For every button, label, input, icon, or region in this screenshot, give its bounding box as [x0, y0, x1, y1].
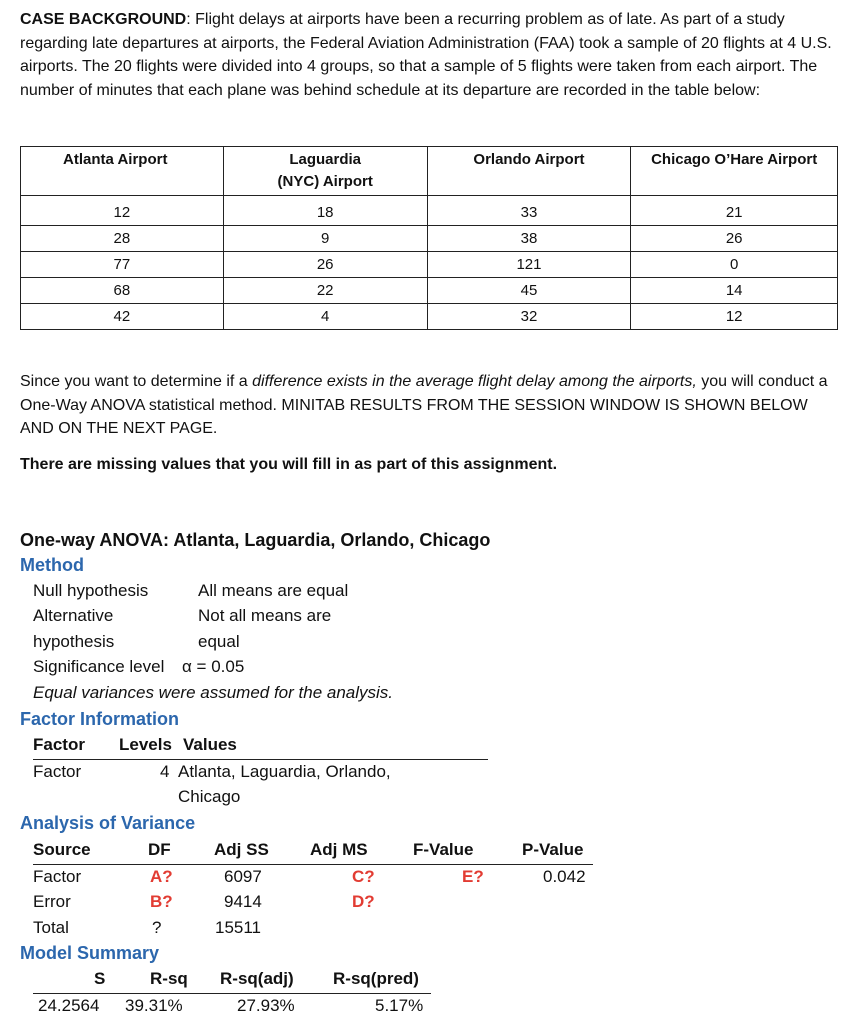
table-row [21, 196, 838, 226]
anova-title: One-way ANOVA: Atlanta, Laguardia, Orlando, Chicago [20, 530, 491, 550]
table-cell: 68 [21, 278, 224, 304]
case-background-text: : Flight delays at airports have been a recurring problem as of late. As part of a study regarding late departures at airports, the Federal Aviation Administration (FAA) took a sample of 20 flights at 4 U.S. airports. The 20 flights were divided into 4 groups, so that a sample of 5 flights were taken from each airport. The number of minutes that each plane was behind schedule at its departure are recorded in the table below: [20, 11, 832, 99]
significance-level-value: α = 0.05 [182, 657, 245, 676]
alternative-hypothesis-label-line1: Alternative [33, 606, 114, 625]
table-row [21, 226, 838, 252]
aov-adjms-header: Adj MS [310, 840, 368, 859]
aov-fvalue-header: F-Value [413, 840, 474, 859]
alternative-hypothesis-value-line2: equal [198, 632, 240, 651]
table-row [21, 252, 838, 278]
table-row [21, 278, 838, 304]
table-cell: 26 [223, 252, 427, 278]
table-cell: 28 [21, 226, 224, 252]
column-header: Chicago O’Hare Airport [631, 147, 838, 196]
model-summary-heading: Model Summary [20, 943, 160, 963]
table-cell: 21 [631, 196, 838, 226]
instruction-text-pre: Since you want to determine if a [20, 373, 253, 390]
aov-error-df-missing: B? [150, 892, 173, 911]
table-cell: 14 [631, 278, 838, 304]
factor-information-heading: Factor Information [20, 709, 180, 729]
table-cell: 33 [427, 196, 631, 226]
aov-factor-ss: 6097 [224, 867, 262, 886]
model-rsq-adj-header: R-sq(adj) [220, 969, 294, 988]
aov-factor-ms-missing: C? [352, 867, 375, 886]
table-cell: 12 [631, 304, 838, 330]
column-header: Atlanta Airport [21, 147, 224, 196]
factor-header-divider [33, 759, 488, 760]
aov-factor-p: 0.042 [543, 867, 586, 886]
null-hypothesis-value: All means are equal [198, 581, 349, 600]
table-cell: 38 [427, 226, 631, 252]
method-heading: Method [20, 555, 84, 575]
equal-variance-note: Equal variances were assumed for the analysis. [33, 683, 394, 702]
factor-column-header: Factor [33, 735, 85, 754]
null-hypothesis-label: Null hypothesis [33, 581, 149, 600]
aov-factor-f-missing: E? [462, 867, 484, 886]
table-cell: 42 [21, 304, 224, 330]
column-header: Laguardia (NYC) Airport [223, 147, 427, 196]
model-rsq-adj-value: 27.93% [237, 996, 295, 1015]
aov-error-source: Error [33, 892, 71, 911]
table-cell: 45 [427, 278, 631, 304]
aov-total-source: Total [33, 918, 69, 937]
model-rsq-pred-value: 5.17% [375, 996, 424, 1015]
significance-level-label: Significance level [33, 657, 165, 676]
aov-adjss-header: Adj SS [214, 840, 269, 859]
aov-factor-source: Factor [33, 867, 82, 886]
model-s-value: 24.2564 [38, 996, 100, 1015]
table-cell: 18 [223, 196, 427, 226]
flight-delay-table [20, 146, 838, 330]
model-rsq-value: 39.31% [125, 996, 183, 1015]
aov-factor-df-missing: A? [150, 867, 173, 886]
table-cell: 77 [21, 252, 224, 278]
model-rsq-pred-header: R-sq(pred) [333, 969, 419, 988]
table-cell: 12 [21, 196, 224, 226]
table-row [21, 304, 838, 330]
table-cell: 22 [223, 278, 427, 304]
factor-row-values-line1: Atlanta, Laguardia, Orlando, [178, 762, 391, 781]
aov-error-ss: 9414 [224, 892, 262, 911]
table-cell: 0 [631, 252, 838, 278]
alternative-hypothesis-value-line1: Not all means are [198, 606, 332, 625]
table-cell: 32 [427, 304, 631, 330]
aov-header-divider [33, 864, 593, 865]
aov-total-df-missing: ? [152, 918, 162, 937]
alternative-hypothesis-label-line2: hypothesis [33, 632, 115, 651]
values-column-header: Values [183, 735, 237, 754]
levels-column-header: Levels [119, 735, 172, 754]
table-cell: 9 [223, 226, 427, 252]
factor-row-name: Factor [33, 762, 82, 781]
model-rsq-header: R-sq [150, 969, 188, 988]
table-header-row [21, 147, 838, 196]
factor-row-values-line2: Chicago [178, 787, 241, 806]
instruction-text-italic: difference exists in the average flight delay among the airports, [252, 373, 697, 390]
case-background-paragraph [20, 8, 842, 102]
aov-source-header: Source [33, 840, 91, 859]
aov-df-header: DF [148, 840, 171, 859]
factor-row-levels: 4 [160, 762, 170, 781]
aov-pvalue-header: P-Value [522, 840, 584, 859]
case-background-label: CASE BACKGROUND [20, 11, 187, 28]
model-s-header: S [94, 969, 106, 988]
table-cell: 26 [631, 226, 838, 252]
model-header-divider [33, 993, 431, 994]
instruction-paragraph [20, 370, 842, 441]
column-header: Orlando Airport [427, 147, 631, 196]
aov-error-ms-missing: D? [352, 892, 375, 911]
analysis-of-variance-heading: Analysis of Variance [20, 813, 196, 833]
aov-total-ss: 15511 [215, 918, 262, 937]
table-cell: 4 [223, 304, 427, 330]
missing-values-note: There are missing values that you will fill in as part of this assignment. [20, 456, 558, 473]
instruction-text-post: you will conduct a One-Way ANOVA statistical method. MINITAB RESULTS FROM THE SESSION WINDOW IS SHOWN BELOW AND ON THE NEXT PAGE. [20, 373, 828, 437]
table-cell: 121 [427, 252, 631, 278]
